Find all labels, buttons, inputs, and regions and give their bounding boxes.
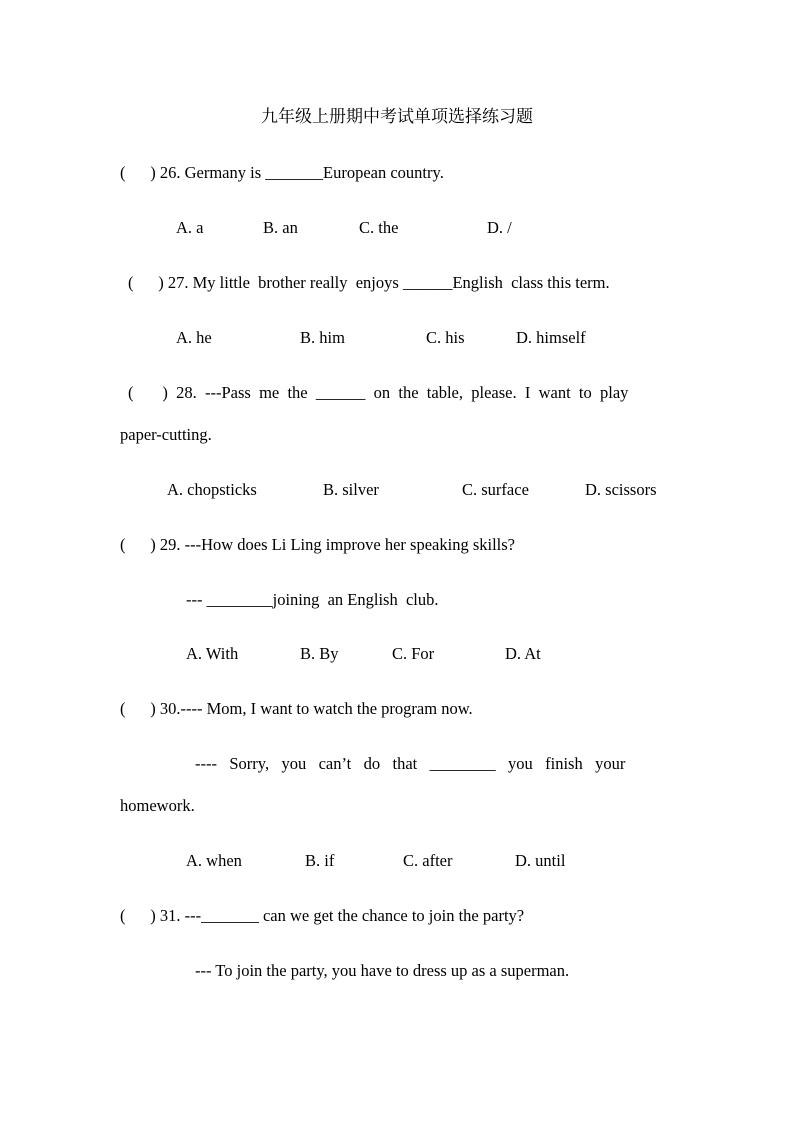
question-30-option-d: D. until (515, 851, 566, 870)
question-27-option-d: D. himself (516, 328, 586, 347)
question-30-option-a: A. when (186, 851, 242, 870)
question-27-option-a: A. he (176, 328, 212, 347)
question-28-option-a: A. chopsticks (167, 480, 257, 499)
question-29-option-a: A. With (186, 644, 239, 663)
question-30-answer-line-2: homework. (120, 796, 195, 815)
question-29-option-c: C. For (392, 644, 435, 663)
question-30-stem: ( ) 30.---- Mom, I want to watch the program now. (120, 699, 473, 718)
question-30-answer-line-1: ---- Sorry, you can’t do that ________ you finish your (195, 754, 626, 773)
question-28-option-b: B. silver (323, 480, 379, 499)
question-31-stem: ( ) 31. ---_______ can we get the chance to join the party? (120, 906, 525, 925)
question-31-answer-line: --- To join the party, you have to dress up as a superman. (195, 961, 570, 980)
question-28-option-d: D. scissors (585, 480, 657, 499)
question-27-stem: ( ) 27. My little brother really enjoys ______English class this term. (128, 273, 610, 292)
question-28-stem-line-2: paper-cutting. (120, 425, 212, 444)
question-26-option-a: A. a (176, 218, 204, 237)
question-29-answer-line: --- ________joining an English club. (186, 590, 439, 609)
question-26-option-b: B. an (263, 218, 298, 237)
question-27-option-b: B. him (300, 328, 345, 347)
question-28-stem-line-1: ( ) 28. ---Pass me the ______ on the table, please. I want to play (128, 383, 629, 402)
question-29-option-b: B. By (300, 644, 339, 663)
page-title: 九年级上册期中考试单项选择练习题 (261, 107, 533, 127)
question-30-option-c: C. after (403, 851, 453, 870)
question-30-option-b: B. if (305, 851, 335, 870)
question-29-stem: ( ) 29. ---How does Li Ling improve her speaking skills? (120, 535, 516, 554)
question-26-option-d: D. / (487, 218, 512, 237)
question-26-option-c: C. the (359, 218, 399, 237)
question-27-option-c: C. his (426, 328, 465, 347)
question-26-stem: ( ) 26. Germany is _______European country. (120, 163, 444, 182)
question-29-option-d: D. At (505, 644, 541, 663)
question-28-option-c: C. surface (462, 480, 529, 499)
